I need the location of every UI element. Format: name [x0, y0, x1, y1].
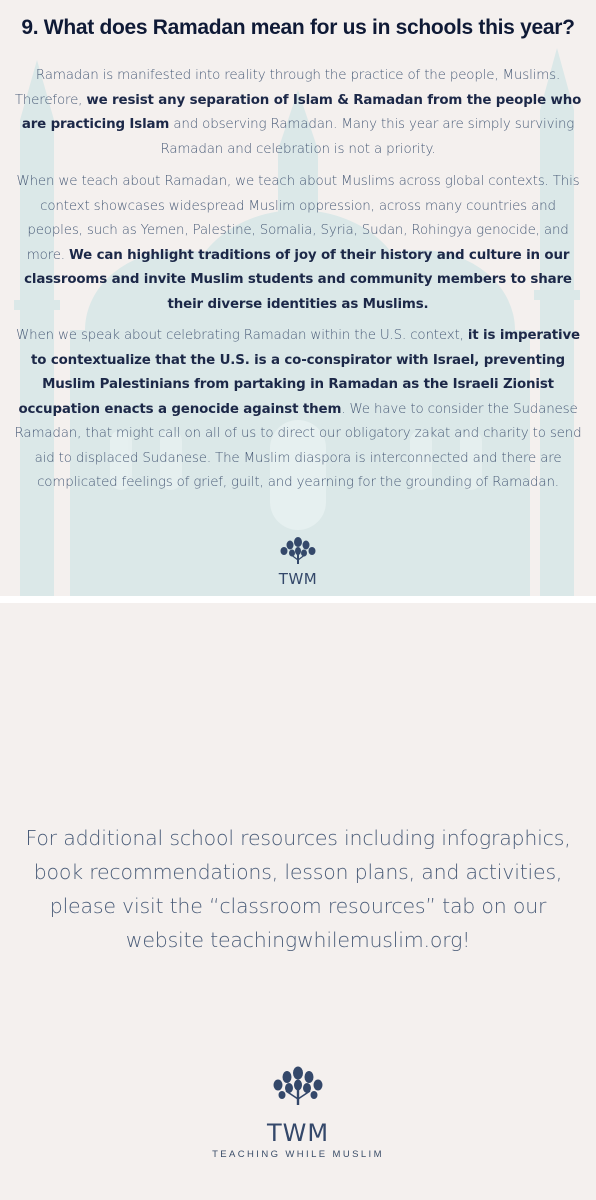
paragraph-3-text-after: . We have to consider the Sudanese Ramadan, that might call on all of us to direct our obligatory zakat and charity to send aid to displaced Sudanese. The Muslim diaspora is interconnected and there are complicated feelings of grief, guilt, and yearning for the grounding of Ramadan. — [14, 401, 582, 490]
paragraph-1 — [14, 64, 582, 162]
page-title: 9. What does Ramadan mean for us in schools this year? — [21, 16, 575, 39]
slide-ramadan-schools — [0, 0, 596, 596]
slide-closing — [0, 603, 596, 1200]
paragraph-1-text-after: and observing Ramadan. Many this year are simply surviving Ramadan and celebration is not a priority. — [160, 117, 575, 157]
paragraph-2-text: When we teach about Ramadan, we teach about Muslims across global contexts. This context showcases widespread Muslim oppression, across many countries and peoples, such as Yemen, Palestine, Somalia, Syria, Sudan, Rohingya genocide, and more. — [16, 174, 580, 263]
tagline: TEACHING WHILE MUSLIM — [212, 1149, 384, 1160]
logo-text: TWM — [266, 1119, 330, 1147]
paragraph-1-text: Ramadan is manifested into reality through the practice of the people, Muslims. Therefore, — [14, 68, 561, 108]
paragraph-1-bold: we resist any separation of Islam & Ramadan from the people who are practicing Islam — [21, 92, 582, 132]
paragraph-3-bold: it is imperative to contextualize that the U.S. is a co-conspirator with Israel, preventing Muslim Palestinians from partaking in Ramadan as the Israeli Zionist occupation enacts a genocide against them — [18, 328, 580, 417]
paragraph-2-bold: We can highlight traditions of joy of their history and culture in our classrooms and invite Muslim students and community members to share their diverse identities as Muslims. — [24, 247, 572, 312]
paragraph-3-text: When we speak about celebrating Ramadan within the U.S. context, — [16, 328, 468, 343]
paragraph-2 — [14, 170, 582, 317]
closing-message: For additional school resources including infographics, book recommendations, lesson plans, and activities, please visit the “classroom resources” tab on our website teachingwhilemuslim.org! — [25, 826, 571, 952]
tree-icon — [274, 1067, 323, 1106]
paragraph-3 — [14, 324, 582, 496]
logo-text: TWM — [278, 570, 318, 588]
twm-logo-large — [258, 1063, 338, 1153]
tree-icon — [281, 537, 316, 564]
twm-logo-small — [270, 534, 326, 588]
